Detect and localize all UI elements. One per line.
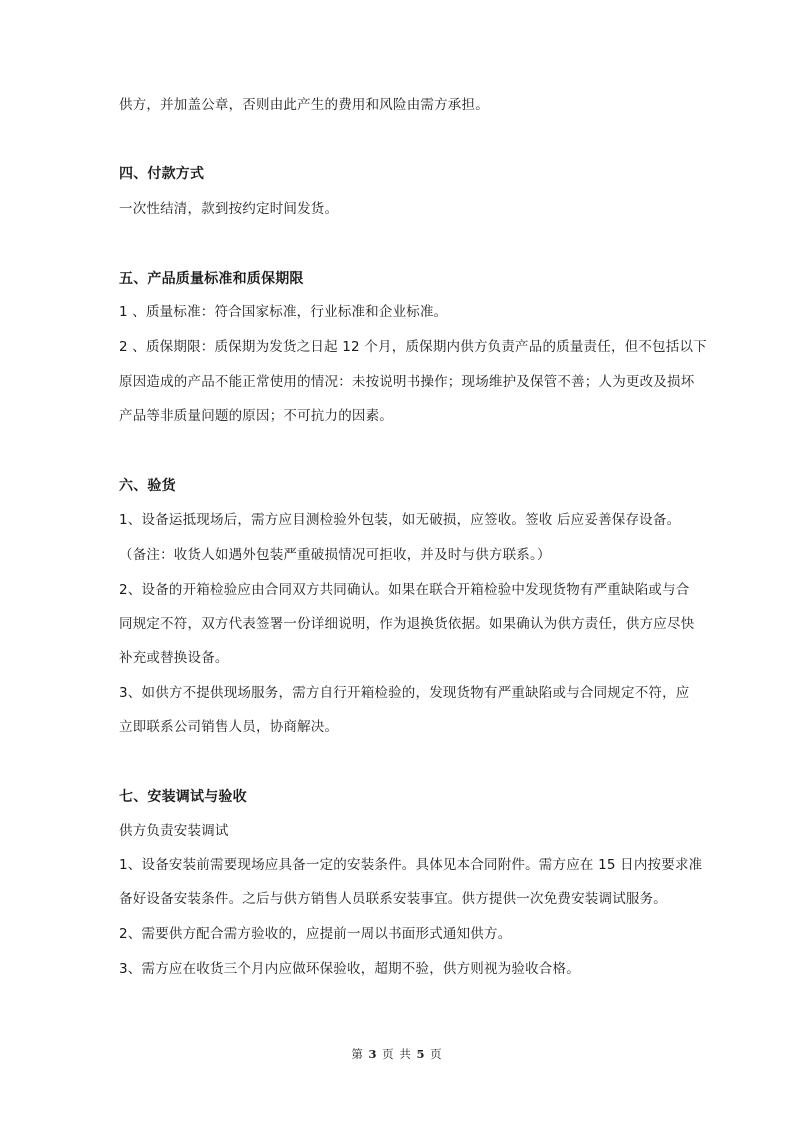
- footer-middle: 页 共: [382, 1047, 412, 1061]
- paragraph-line: 立即联系公司销售人员，协商解决。: [119, 719, 339, 735]
- paragraph-line: 2、设备的开箱检验应由合同双方共同确认。如果在联合开箱检验中发现货物有严重缺陷或与合: [119, 582, 690, 598]
- total-page-count: 5: [416, 1047, 426, 1061]
- paragraph-line: 1、设备安装前需要现场应具备一定的安装条件。具体见本合同附件。需方应在 15 日内按要求准: [119, 857, 703, 873]
- paragraph-line: 3、如供方不提供现场服务，需方自行开箱检验的，发现货物有严重缺陷或与合同规定不符，应: [119, 685, 690, 701]
- paragraph-line: 同规定不符，双方代表签署一份详细说明，作为退换货依据。如果确认为供方责任，供方应尽快: [119, 616, 695, 632]
- section-heading-quality: 五、产品质量标准和质保期限: [119, 271, 304, 287]
- paragraph-line: 补充或替换设备。: [119, 650, 229, 666]
- paragraph-line: （备注：收货人如遇外包装严重破损情况可拒收，并及时与供方联系。）: [119, 547, 551, 563]
- paragraph-line: 备好设备安装条件。之后与供方销售人员联系安装事宜。供方提供一次免费安装调试服务。: [119, 891, 667, 907]
- page-footer: [0, 1046, 794, 1062]
- paragraph-line: 一次性结清，款到按约定时间发货。: [119, 201, 339, 217]
- section-heading-inspection: 六、验货: [119, 478, 176, 494]
- paragraph-line: 供方负责安装调试: [119, 823, 229, 839]
- paragraph-line: 原因造成的产品不能正常使用的情况：未按说明书操作；现场维护及保管不善；人为更改及损坏: [119, 374, 695, 390]
- paragraph-line: 产品等非质量问题的原因；不可抗力的因素。: [119, 408, 393, 424]
- footer-suffix: 页: [430, 1047, 443, 1061]
- paragraph-line: 2 、质保期限：质保期为发货之日起 12 个月，质保期内供方负责产品的质量责任，但不包括以下: [119, 339, 707, 355]
- paragraph-line: 1 、质量标准：符合国家标准，行业标准和企业标准。: [119, 304, 448, 320]
- paragraph-line: 2、需要供方配合需方验收的，应提前一周以书面形式通知供方。: [119, 926, 512, 942]
- paragraph-line: 3、需方应在收货三个月内应做环保验收，超期不验，供方则视为验收合格。: [119, 961, 580, 977]
- paragraph-line: 供方，并加盖公章，否则由此产生的费用和风险由需方承担。: [119, 97, 489, 113]
- section-heading-installation: 七、安装调试与验收: [119, 789, 247, 805]
- current-page-number: 3: [368, 1047, 378, 1061]
- footer-prefix: 第: [351, 1047, 364, 1061]
- paragraph-line: 1、设备运抵现场后，需方应目测检验外包装，如无破损，应签收。签收 后应妥善保存设备。: [119, 512, 681, 528]
- section-heading-payment: 四、付款方式: [119, 166, 205, 182]
